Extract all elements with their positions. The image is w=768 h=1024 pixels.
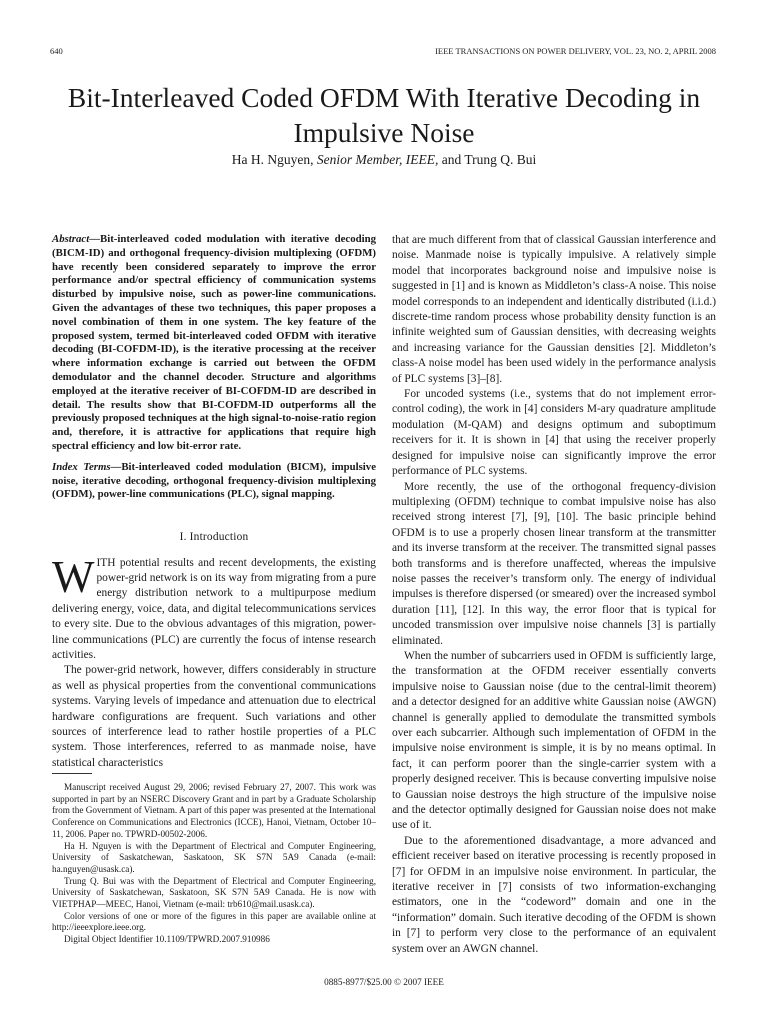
intro-paragraph [52, 551, 376, 664]
paper-title: Bit-Interleaved Coded OFDM With Iterative Decoding in Impulsive Noise [67, 82, 701, 148]
drop-cap: W [52, 551, 95, 602]
index-terms-text: —Bit-interleaved coded modulation (BICM), impulsive noise, iterative decoding, orthogonal frequency-division multiplexing (OFDM), power-line communications (PLC), signal mapping. [52, 460, 376, 501]
footnote-rule [52, 773, 92, 774]
footnote: Digital Object Identifier 10.1109/TPWRD.2007.910986 [64, 934, 270, 945]
body-paragraph: that are much different from that of classical Gaussian interference and noise. Manmade noise is typically impulsive. A relatively simple model that incorporates background noise and impulsive noise is suggested in [1] and is known as Middleton’s class-A noise. This noise model corresponds to an independent and identically distributed (i.i.d.) discrete-time random process whose probability density function is an infinite weighted sum of Gaussian densities, with decreasing weights and increasing variance for the Gaussian densities [2]. Middleton’s class-A noise model has been used widely in the performance analysis of PLC systems [3]–[8]. [392, 234, 716, 385]
section-heading: I. Introduction [179, 531, 249, 544]
abstract-lead: Abstract [52, 233, 90, 245]
index-terms [52, 461, 376, 502]
page-number: 640 [50, 46, 63, 56]
footnote: Manuscript received August 29, 2006; revised February 27, 2007. This work was supported in part by an NSERC Discovery Grant and in part by a Graduate Scholarship from the Government of Vietnam. A part of this paper was presented at the International Conference on Communications and Electronics (ICCE), Hanoi, Vietnam, October 10–11, 2006. Paper no. TPWRD-00502-2006. [52, 782, 376, 839]
journal-header: IEEE TRANSACTIONS ON POWER DELIVERY, VOL. 23, NO. 2, APRIL 2008 [435, 46, 716, 56]
footnote: Ha H. Nguyen is with the Department of Electrical and Computer Engineering, University of Saskatchewan, Saskatoon, SK S7N 5A9 Canada (e-mail: ha.nguyen@usask.ca). [52, 840, 376, 874]
body-paragraph: More recently, the use of the orthogonal frequency-division multiplexing (OFDM) technique to combat impulsive noise has also received strong interest [7], [9], [10]. The basic principle behind OFDM is to use a properly chosen linear transform at the transmitter and its inverse transform at the receiver. The transmitted signal passes both transforms and is therefore unaffected, whereas the impulsive noise passes the receiver’s transform only. The energy of individual impulses is therefore dispersed (or smeared) over the increased symbol duration [11], [12]. In this way, the error floor that is typical for uncoded transmission over impulsive noise channels [3] is partially eliminated. [392, 480, 716, 647]
author-line [50, 152, 718, 168]
body-paragraph: When the number of subcarriers used in OFDM is sufficiently large, the transformation at the OFDM receiver essentially converts impulsive noise to Gaussian noise (due to the central-limit theorem) and a detector designed for an additive white Gaussian noise (AWGN) channel is generally applied to demodulate the transmitted symbols over each subcarrier. Although such implementation of OFDM in the impulsive noise environment is simple, it is by no means optimal. In fact, it can perform poorer than the single-carrier system with a properly designed receiver. This is because converting impulsive noise to Gaussian noise destroys the high structure of the impulsive noise and the detector optimally designed for Gaussian noise does not make use of it. [392, 649, 716, 832]
author-name: Ha H. Nguyen, [231, 152, 314, 167]
body-paragraph: For uncoded systems (i.e., systems that do not implement error-control coding), the work in [4] considers M-ary quadrature amplitude modulation (M-QAM) and designs optimum and suboptimum receivers for it. It is shown in [4] that using the receiver properly designed for impulsive noise can significantly improve the error performance of PLC systems. [392, 388, 716, 478]
body-paragraph: The power-grid network, however, differs considerably in structure as well as physical properties from the conventional communications systems. Varying levels of impedance and attenuation due to electrical hardware configurations are frequent. Such variations and other sources of interference lead to rather hostile properties of a PLC system. Those interferences, referred to as manmade noise, have statistical characteristics [52, 664, 376, 769]
author-connector: and [441, 152, 462, 167]
index-terms-lead: Index Terms [52, 460, 111, 473]
body-paragraph: Due to the aforementioned disadvantage, a more advanced and efficient receiver based on iterative processing is recently proposed in [7] for OFDM in an impulsive noise environment. In particular, the iterative receiver in [7] consists of two information-exchanging estimators, one in the “codeword” domain and one in the “information” domain. Such iterative decoding of the OFDM is shown in [7] to perform very close to the performance of an equivalent system over an AWGN channel. [392, 834, 716, 955]
abstract [52, 233, 376, 454]
copyright-line: 0885-8977/$25.00 © 2007 IEEE [324, 977, 444, 987]
abstract-text: —Bit-interleaved coded modulation with iterative decoding (BICM-ID) and orthogonal frequency-division multiplexing (OFDM) have recently been considered separately to improve the error performance and/or spectral efficiency of communication systems disturbed by impulsive noise, such as power-line communications. Given the advantages of these two techniques, this paper proposes a novel combination of them in one system. The key feature of the proposed system, termed bit-interleaved coded OFDM with iterative decoding (BI-COFDM-ID), is the iterative processing at the receiver where information exchange is carried out between the OFDM demodulator and the channel decoder. Structure and algorithms employed at the iterative receiver of BI-COFDM-ID are described in detail. The results show that BI-COFDM-ID outperforms all the previously proposed techniques at the high signal-to-noise-ratio region and, therefore, it is attractive for applications that require high spectral efficiency and low bit-error rate. [52, 233, 376, 452]
author-name: Trung Q. Bui [464, 152, 537, 167]
intro-paragraph-text: ITH potential results and recent developments, the existing power-grid network is on its way from migrating from a pure energy distribution network to a multipurpose medium delivering energy, voice, data, and digital telecommunications services to every site. Due to the obvious advantages of this migration, power-line communications (PLC) are currently the focus of intense research activities. [52, 556, 376, 661]
footnote: Color versions of one or more of the figures in this paper are available online at http://ieeexplore.ieee.org. [52, 910, 376, 933]
footnote: Trung Q. Bui was with the Department of Electrical and Computer Engineering, University of Saskatchewan, Saskatoon, SK S7N 5A9 Canada. He is now with VIETPHAP—MEEC, Hanoi, Vietnam (e-mail: trb610@mail.usask.ca). [52, 875, 376, 910]
right-column [392, 233, 716, 957]
author-affiliation: Senior Member, IEEE, [316, 152, 439, 167]
left-column [52, 233, 376, 771]
footnotes [52, 782, 376, 946]
